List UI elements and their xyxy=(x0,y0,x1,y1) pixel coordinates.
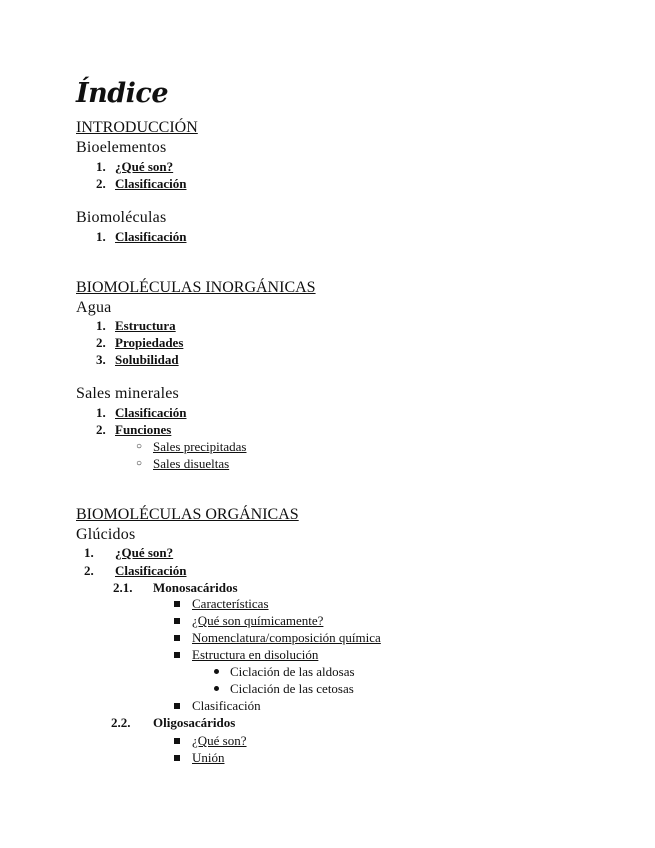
toc-link-sales-precipitadas[interactable]: Sales precipitadas xyxy=(153,439,247,454)
subheading-sales-minerales: Sales minerales xyxy=(76,385,179,402)
toc-link-glucidos-clasificacion[interactable]: Clasificación xyxy=(115,563,187,578)
toc-link-mono-que-son-quimicamente[interactable]: ¿Qué son químicamente? xyxy=(192,613,324,628)
list-number: 2. xyxy=(96,335,106,350)
toc-link-sales-disueltas[interactable]: Sales disueltas xyxy=(153,456,230,471)
section-heading-introduccion[interactable]: INTRODUCCIÓN xyxy=(76,119,198,136)
toc-item-ciclacion-aldosas: Ciclación de las aldosas xyxy=(230,664,355,679)
subheading-biomoleculas: Biomoléculas xyxy=(76,209,167,226)
toc-link-bioelementos-que-son[interactable]: ¿Qué son? xyxy=(115,159,174,174)
circle-bullet-icon: ○ xyxy=(136,441,143,452)
square-bullet-icon xyxy=(174,652,180,658)
list-number: 1. xyxy=(96,318,106,333)
square-bullet-icon xyxy=(174,601,180,607)
list-number: 2.2. xyxy=(111,715,131,730)
toc-link-agua-estructura[interactable]: Estructura xyxy=(115,318,176,333)
section-heading-inorganicas[interactable]: BIOMOLÉCULAS INORGÁNICAS xyxy=(76,279,316,296)
subheading-oligosacaridos: Oligosacáridos xyxy=(153,715,236,730)
toc-link-mono-nomenclatura[interactable]: Nomenclatura/composición química xyxy=(192,630,381,645)
index-title: Índice xyxy=(76,78,169,109)
list-number: 2.1. xyxy=(113,580,133,595)
list-number: 1. xyxy=(96,159,106,174)
toc-link-mono-estructura-disolucion[interactable]: Estructura en disolución xyxy=(192,647,319,662)
list-number: 3. xyxy=(96,352,106,367)
toc-link-agua-propiedades[interactable]: Propiedades xyxy=(115,335,184,350)
list-number: 1. xyxy=(84,545,94,560)
list-number: 1. xyxy=(96,229,106,244)
toc-link-bioelementos-clasificacion[interactable]: Clasificación xyxy=(115,176,187,191)
toc-link-oligo-que-son[interactable]: ¿Qué son? xyxy=(192,733,247,748)
square-bullet-icon xyxy=(174,618,180,624)
dot-bullet-icon xyxy=(214,669,219,674)
subheading-agua: Agua xyxy=(76,299,112,316)
dot-bullet-icon xyxy=(214,686,219,691)
list-number: 2. xyxy=(96,176,106,191)
toc-link-biomoleculas-clasificacion[interactable]: Clasificación xyxy=(115,229,187,244)
toc-item-mono-clasificacion: Clasificación xyxy=(192,698,261,713)
square-bullet-icon xyxy=(174,755,180,761)
toc-item-ciclacion-cetosas: Ciclación de las cetosas xyxy=(230,681,354,696)
subheading-monosacaridos: Monosacáridos xyxy=(153,580,238,595)
toc-link-glucidos-que-son[interactable]: ¿Qué son? xyxy=(115,545,174,560)
list-number: 1. xyxy=(96,405,106,420)
list-number: 2. xyxy=(96,422,106,437)
toc-link-sales-clasificacion[interactable]: Clasificación xyxy=(115,405,187,420)
toc-link-agua-solubilidad[interactable]: Solubilidad xyxy=(115,352,179,367)
square-bullet-icon xyxy=(174,703,180,709)
section-heading-organicas[interactable]: BIOMOLÉCULAS ORGÁNICAS xyxy=(76,506,299,523)
square-bullet-icon xyxy=(174,738,180,744)
toc-link-sales-funciones[interactable]: Funciones xyxy=(115,422,172,437)
toc-link-oligo-union[interactable]: Unión xyxy=(192,750,225,765)
subheading-bioelementos: Bioelementos xyxy=(76,139,167,156)
subheading-glucidos: Glúcidos xyxy=(76,526,136,543)
circle-bullet-icon: ○ xyxy=(136,458,143,469)
toc-link-mono-caracteristicas[interactable]: Características xyxy=(192,596,269,611)
list-number: 2. xyxy=(84,563,94,578)
square-bullet-icon xyxy=(174,635,180,641)
